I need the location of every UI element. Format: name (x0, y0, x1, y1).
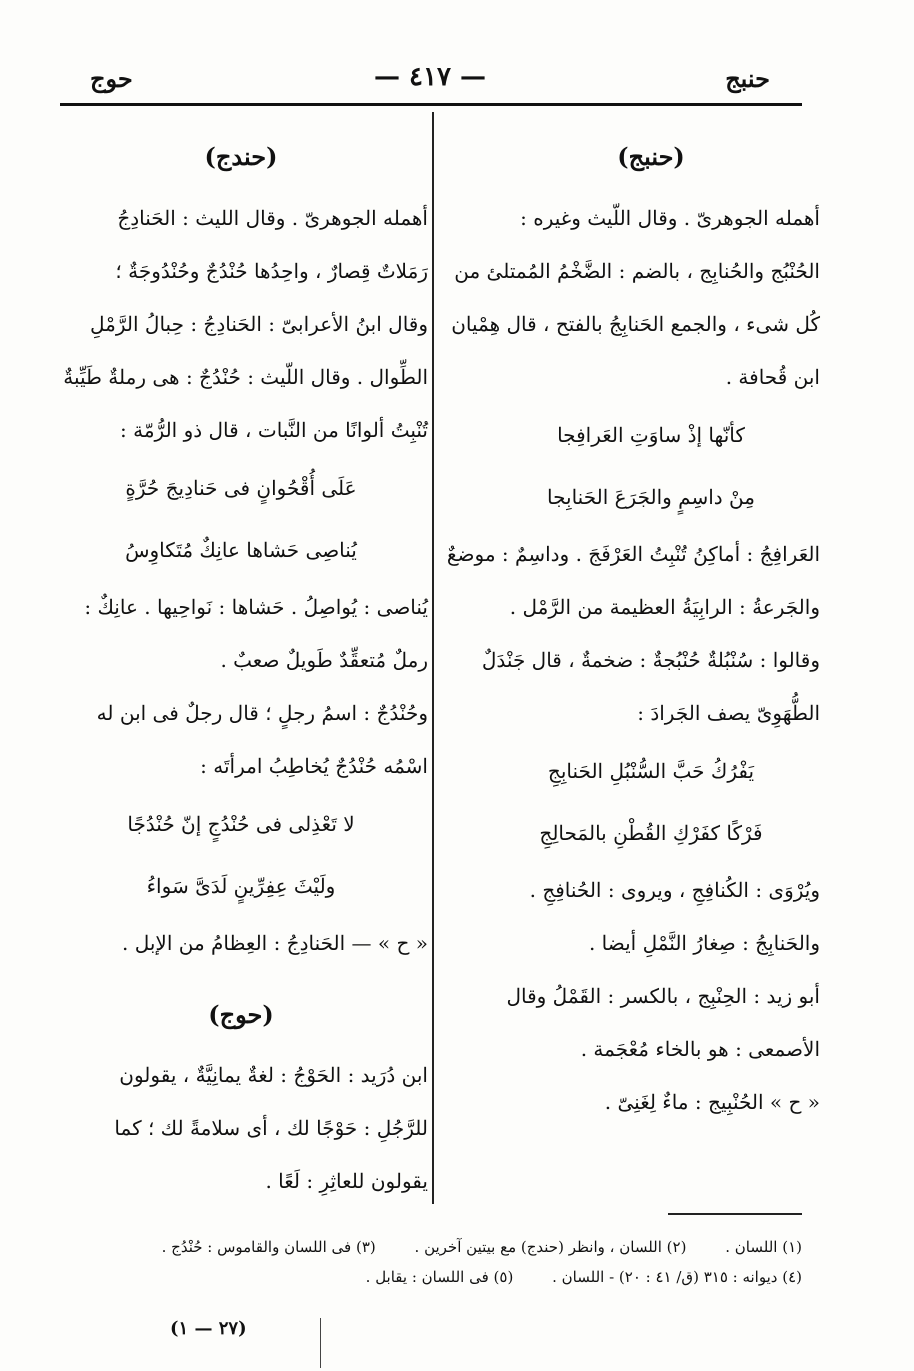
text-line: ابن قُحافة . (725, 364, 820, 389)
text-line: وحُنْدُجٌ : اسمُ رجلٍ ؛ قال رجلٌ فى ابن له (96, 700, 428, 725)
text-line: اسْمُه حُنْدُجٌ يُخاطِبُ امرأتَه : (200, 753, 428, 778)
footnote-row (82, 1262, 802, 1292)
text-line: تُنْبِتُ ألوانًا من النَّبات ، قال ذو الرُّمّة : (120, 417, 428, 442)
verse-line: عَلَى أُقْحُوانٍ فى حَنادِيجَ حُرَّةٍ (125, 475, 357, 500)
footnote: (٥) فى اللسان : يقابل . (365, 1268, 514, 1286)
entry-title-hndj: (حندج) (204, 142, 278, 171)
entry-spacer (54, 970, 428, 998)
text-line: ابن دُرَيد : الحَوْجُ : لغةٌ يمانِيَّةٌ ، يقولون (119, 1063, 428, 1088)
entry-title-hwj: (حوج) (208, 999, 274, 1029)
signature-mark: (٢٧ — ١) (170, 1318, 247, 1339)
footnote-rule (668, 1213, 802, 1215)
entry-title-hnbj: (حنبج) (617, 142, 685, 171)
footnote: (٤) ديوانه : ٣١٥ (ق/ ٤١ : ٢٠) - اللسان . (552, 1268, 802, 1286)
footnote: (١) اللسان . (725, 1238, 802, 1256)
left-column (54, 140, 428, 1208)
text-line: أبو زيد : الحِنْبِج ، بالكسر : القَمْلُ وقال (506, 983, 820, 1008)
header-entry-left: حوج (90, 64, 133, 93)
column-divider (432, 112, 434, 1204)
text-line: الأصمعى : هو بالخاء مُعْجَمة . (580, 1036, 820, 1061)
text-line: الطِّوال . وقال اللّيث : حُنْدُجٌ : هى رملةٌ طَيِّبةٌ (63, 364, 428, 389)
text-line: والجَرعةُ : الرابِيَةُ العظيمة من الرَّمْل . (509, 594, 820, 619)
text-line: « ح » الحُنْبِيج : ماءٌ لِغَنِىّ . (604, 1089, 820, 1114)
text-line: والحَنابِجُ : صِغارُ النَّمْلِ أيضا . (588, 930, 820, 955)
text-line: وقال ابنُ الأعرابىّ : الحَنادِجُ : حِبالُ الرَّمْلِ (90, 311, 428, 336)
footnote-row (82, 1232, 802, 1262)
text-line: وقالوا : سُنْبُلةٌ حُنْبُجةٌ : ضخمةٌ ، قال جَنْدَلٌ (481, 647, 820, 672)
text-line: أهمله الجوهرىّ . وقال اللّيث وغيره : (520, 205, 820, 230)
text-line: يقولون للعاثِرِ : لَعًا . (265, 1169, 428, 1194)
verse-line: فَرْكًا كفَرْكِ القُطْنِ بالمَحالِجِ (539, 820, 763, 845)
text-line: كُل شىء ، والجمع الحَنابِجُ بالفتح ، قال هِمْيان (451, 311, 820, 336)
verse-line: مِنْ داسِمٍ والجَرَعَ الحَنابِجا (547, 484, 755, 509)
text-line: العَرافِجُ : أماكِنُ تُنْبِتُ العَرْفَجَ . وداسِمٌ : موضعٌ (446, 541, 820, 566)
verse-line: كأنّها إذْ ساوَتِ العَرافِجا (557, 422, 745, 447)
text-line: رَمَلاتٌ قِصارٌ ، واحِدُها حُنْدُجٌ وحُنْدُوجَةٌ ؛ (115, 258, 428, 283)
text-line: رملٌ مُتعقِّدٌ طَويلٌ صعبٌ . (220, 647, 428, 672)
page-number: — ٤١٧ — (373, 62, 487, 92)
right-column (446, 140, 820, 1129)
page-header (60, 58, 800, 98)
verse-line: لا تَعْذِلى فى حُنْدُجٍ إنّ حُنْدُجًا (127, 811, 355, 836)
text-line: أهمله الجوهرىّ . وقال الليث : الحَنادِجُ (117, 205, 428, 230)
text-line: يُناصى : يُواصِلُ . حَشاها : نَواحِيها . عانِكٌ : (84, 594, 428, 619)
text-line: الحُنْبُج والحُنابِج ، بالضم : الضَّخْمُ المُمتلئ من (454, 258, 820, 283)
header-entry-right: حنبج (725, 64, 770, 93)
verse-line: ولَيْثَ عِفِرِّينٍ لَدَىَّ سَواءُ (146, 873, 336, 898)
text-line: « ح » — الحَنادِجُ : العِظامُ من الإبل . (122, 930, 428, 955)
footnotes (82, 1232, 802, 1292)
text-line: الطُّهَوِىّ يصف الجَرادَ : (637, 700, 820, 725)
verse-line: يَفْرُكُ حَبَّ السُّنْبُلِ الحَنابِجِ (547, 758, 755, 783)
text-line: ويُرْوَى : الكُنافِجِ ، ويروى : الحُنافِجِ . (529, 877, 820, 902)
footnote: (٣) فى اللسان والقاموس : حُنْدُج . (161, 1238, 376, 1256)
binding-mark (320, 1318, 321, 1368)
header-rule (60, 103, 802, 106)
verse-line: يُناصِى حَشاها عانِكٌ مُتَكاوِسُ (125, 537, 357, 562)
text-line: للرَّجُلِ : حَوْجًا لك ، أى سلامةً لك ؛ كما (114, 1116, 428, 1141)
footnote: (٢) اللسان ، وانظر (حندج) مع بيتين آخرين . (414, 1238, 687, 1256)
